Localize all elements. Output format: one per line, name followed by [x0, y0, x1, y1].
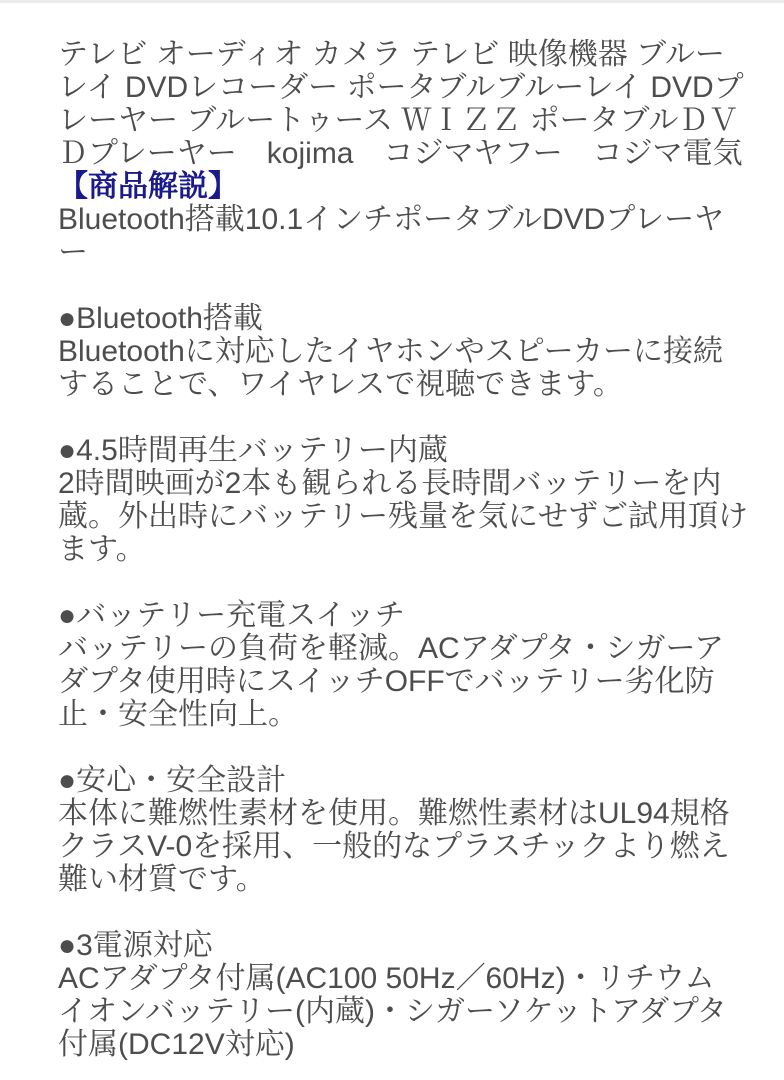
product-description-heading: 【商品解説】 — [58, 170, 238, 203]
keyword-tags-block — [58, 38, 748, 170]
feature-body-line: イオンバッテリー(内蔵)・シガーソケットアダプタ — [58, 995, 727, 1028]
product-intro-block — [58, 203, 748, 269]
feature-body-line: 2時間映画が2本も観られる長時間バッテリーを内 — [58, 467, 722, 500]
feature-body-line: 付属(DC12V対応) — [58, 1028, 295, 1061]
feature-body-line: ます。 — [58, 533, 146, 566]
feature-title: ●バッテリー充電スイッチ — [58, 599, 405, 632]
feature-body-line: 止・安全性向上。 — [58, 698, 298, 731]
keyword-line: テレビ オーディオ カメラ テレビ 映像機器 ブルー — [58, 38, 725, 71]
feature-power-sources — [58, 929, 748, 1061]
feature-title: ●4.5時間再生バッテリー内蔵 — [58, 434, 448, 467]
feature-title: ●安心・安全設計 — [58, 764, 287, 797]
feature-bluetooth — [58, 302, 748, 401]
feature-body-line: クラスV-0を採用、一般的なプラスチックより燃え — [58, 830, 730, 863]
feature-body-line: 難い材質です。 — [58, 863, 266, 896]
feature-body-line: バッテリーの負荷を軽減。ACアダプタ・シガーア — [58, 632, 724, 665]
feature-body-line: ACアダプタ付属(AC100 50Hz／60Hz)・リチウム — [58, 962, 715, 995]
feature-safety-design — [58, 764, 748, 896]
feature-body-line: することで、ワイヤレスで視聴できます。 — [58, 368, 623, 401]
product-description-page — [0, 3, 784, 1061]
feature-body-line: 蔵。外出時にバッテリー残量を気にせずご試用頂け — [58, 500, 748, 533]
feature-body-line: 本体に難燃性素材を使用。難燃性素材はUL94規格 — [58, 797, 730, 830]
feature-title: ●3電源対応 — [58, 929, 213, 962]
keyword-line: Ｄプレーヤー kojima コジマヤフー コジマ電気 — [58, 137, 743, 170]
product-intro-line: Bluetooth搭載10.1インチポータブルDVDプレーヤ — [58, 203, 725, 236]
product-intro-line: ー — [58, 236, 88, 269]
feature-title: ●Bluetooth搭載 — [58, 302, 263, 335]
keyword-line: レイ DVDレコーダー ポータブルブルーレイ DVDプ — [58, 71, 744, 104]
feature-battery-life — [58, 434, 748, 566]
feature-body-line: ダプタ使用時にスイッチOFFでバッテリー劣化防 — [58, 665, 715, 698]
feature-charge-switch — [58, 599, 748, 731]
feature-body-line: Bluetoothに対応したイヤホンやスピーカーに接続 — [58, 335, 723, 368]
keyword-line: レーヤー ブルートゥース ＷＩＺＺ ポータブルＤＶ — [58, 104, 739, 137]
